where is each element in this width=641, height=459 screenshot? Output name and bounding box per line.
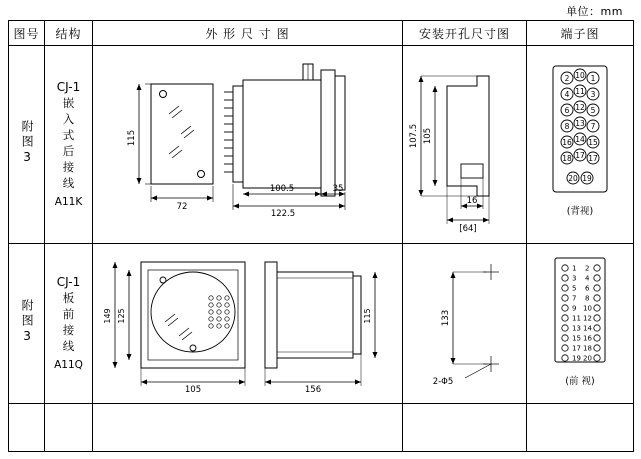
cell-terminal-1 — [527, 46, 634, 244]
cell-structure-3 — [45, 404, 93, 452]
dim-133-row2: 133 — [441, 309, 451, 327]
svg-text:12: 12 — [575, 102, 585, 112]
svg-text:7: 7 — [590, 121, 596, 131]
svg-text:18: 18 — [583, 344, 592, 353]
svg-text:11: 11 — [575, 86, 585, 96]
dim-125-row2: 125 — [117, 308, 126, 324]
svg-text:14: 14 — [583, 324, 592, 333]
dim-107-5-row1: 107.5 — [409, 123, 419, 149]
structure-model-2: CJ-1 — [56, 274, 81, 289]
outline-drawing-2 — [93, 244, 402, 403]
svg-text:13: 13 — [575, 118, 585, 128]
unit-note: 单位：mm — [566, 5, 623, 18]
dim-115-row2: 115 — [363, 308, 372, 324]
svg-text:17: 17 — [575, 150, 585, 160]
figure-no-label-1: 附图3 — [20, 119, 35, 167]
svg-text:2: 2 — [585, 264, 590, 273]
header-mounting-hole-drawing: 安装开孔尺寸图 — [403, 21, 527, 46]
svg-text:19: 19 — [582, 173, 592, 183]
svg-text:4: 4 — [585, 274, 590, 283]
table-row — [9, 46, 634, 244]
structure-desc-2: 板 前 接 线 — [62, 290, 75, 353]
structure-block-2 — [45, 271, 92, 377]
cell-figure-no-2 — [9, 244, 45, 404]
dim-72-row1: 72 — [176, 202, 188, 212]
dim-149-row2: 149 — [103, 308, 112, 324]
svg-text:20: 20 — [583, 354, 592, 363]
svg-text:10: 10 — [575, 70, 585, 80]
cell-figure-no-1 — [9, 46, 45, 244]
svg-text:12: 12 — [583, 314, 592, 323]
terminal-caption-1: (背视) — [566, 206, 594, 217]
svg-text:4: 4 — [564, 89, 570, 99]
cell-mounting-1 — [403, 46, 527, 244]
svg-text:6: 6 — [585, 284, 590, 293]
terminal-caption-2: (前 视) — [565, 376, 595, 387]
header-figure-no: 图号 — [9, 21, 45, 46]
cell-mounting-3 — [403, 404, 527, 452]
svg-text:3: 3 — [572, 274, 577, 283]
svg-text:1: 1 — [590, 73, 596, 83]
structure-model-1: CJ-1 — [56, 79, 81, 94]
structure-block-1 — [45, 76, 92, 214]
figure-no-label-2: 附图3 — [20, 298, 35, 346]
svg-text:5: 5 — [590, 105, 596, 115]
dim-64-row1: [64] — [459, 224, 477, 234]
cell-mounting-2 — [403, 244, 527, 404]
svg-text:2: 2 — [564, 73, 570, 83]
svg-text:17: 17 — [572, 344, 581, 353]
header-structure: 结构 — [45, 21, 93, 46]
table-header-row — [9, 21, 634, 46]
dim-16-row1: 16 — [466, 196, 478, 206]
cell-structure-2 — [45, 244, 93, 404]
svg-text:18: 18 — [562, 153, 572, 163]
cell-figure-no-3 — [9, 404, 45, 452]
dim-100-5-row1: 100.5 — [269, 184, 295, 194]
cell-terminal-2 — [527, 244, 634, 404]
svg-text:17: 17 — [588, 153, 598, 163]
svg-text:10: 10 — [583, 304, 592, 313]
cell-terminal-3 — [527, 404, 634, 452]
svg-text:7: 7 — [572, 294, 577, 303]
dim-156-row2: 156 — [304, 385, 322, 395]
mounting-drawing-2 — [403, 244, 526, 403]
dim-105-row2: 105 — [184, 385, 202, 395]
structure-code-1: A11K — [54, 195, 83, 208]
dim-105-row1: 105 — [423, 127, 433, 145]
svg-text:16: 16 — [583, 334, 592, 343]
svg-text:13: 13 — [572, 324, 581, 333]
cell-structure-1 — [45, 46, 93, 244]
terminal-drawing-2 — [527, 244, 633, 403]
svg-text:3: 3 — [590, 89, 596, 99]
svg-text:16: 16 — [562, 137, 572, 147]
hole-note-row2: 2-Φ5 — [432, 377, 454, 387]
dim-122-5-row1: 122.5 — [270, 209, 296, 219]
header-terminal-drawing: 端子图 — [527, 21, 634, 46]
structure-code-2: A11Q — [54, 358, 83, 371]
svg-text:15: 15 — [572, 334, 581, 343]
svg-text:11: 11 — [572, 314, 581, 323]
dim-115-row1: 115 — [127, 129, 137, 147]
svg-text:8: 8 — [585, 294, 590, 303]
structure-desc-1: 嵌 入 式 后 接 线 — [62, 95, 75, 190]
table-row-empty — [9, 404, 634, 452]
svg-text:5: 5 — [572, 284, 577, 293]
header-outline-drawing: 外 形 尺 寸 图 — [93, 21, 403, 46]
svg-text:9: 9 — [572, 304, 577, 313]
dim-35-row1: 35 — [332, 184, 344, 194]
cell-outline-3 — [93, 404, 403, 452]
terminal-drawing-1 — [527, 46, 633, 243]
svg-text:20: 20 — [568, 173, 578, 183]
mounting-drawing-1 — [403, 46, 526, 243]
cell-outline-1 — [93, 46, 403, 244]
table-row — [9, 244, 634, 404]
svg-text:8: 8 — [564, 121, 570, 131]
svg-text:19: 19 — [572, 354, 581, 363]
outline-drawing-1 — [93, 46, 402, 243]
svg-text:6: 6 — [564, 105, 570, 115]
svg-text:1: 1 — [572, 264, 577, 273]
cell-outline-2 — [93, 244, 403, 404]
dimension-table — [8, 20, 634, 452]
svg-text:14: 14 — [575, 134, 585, 144]
svg-text:15: 15 — [588, 137, 598, 147]
